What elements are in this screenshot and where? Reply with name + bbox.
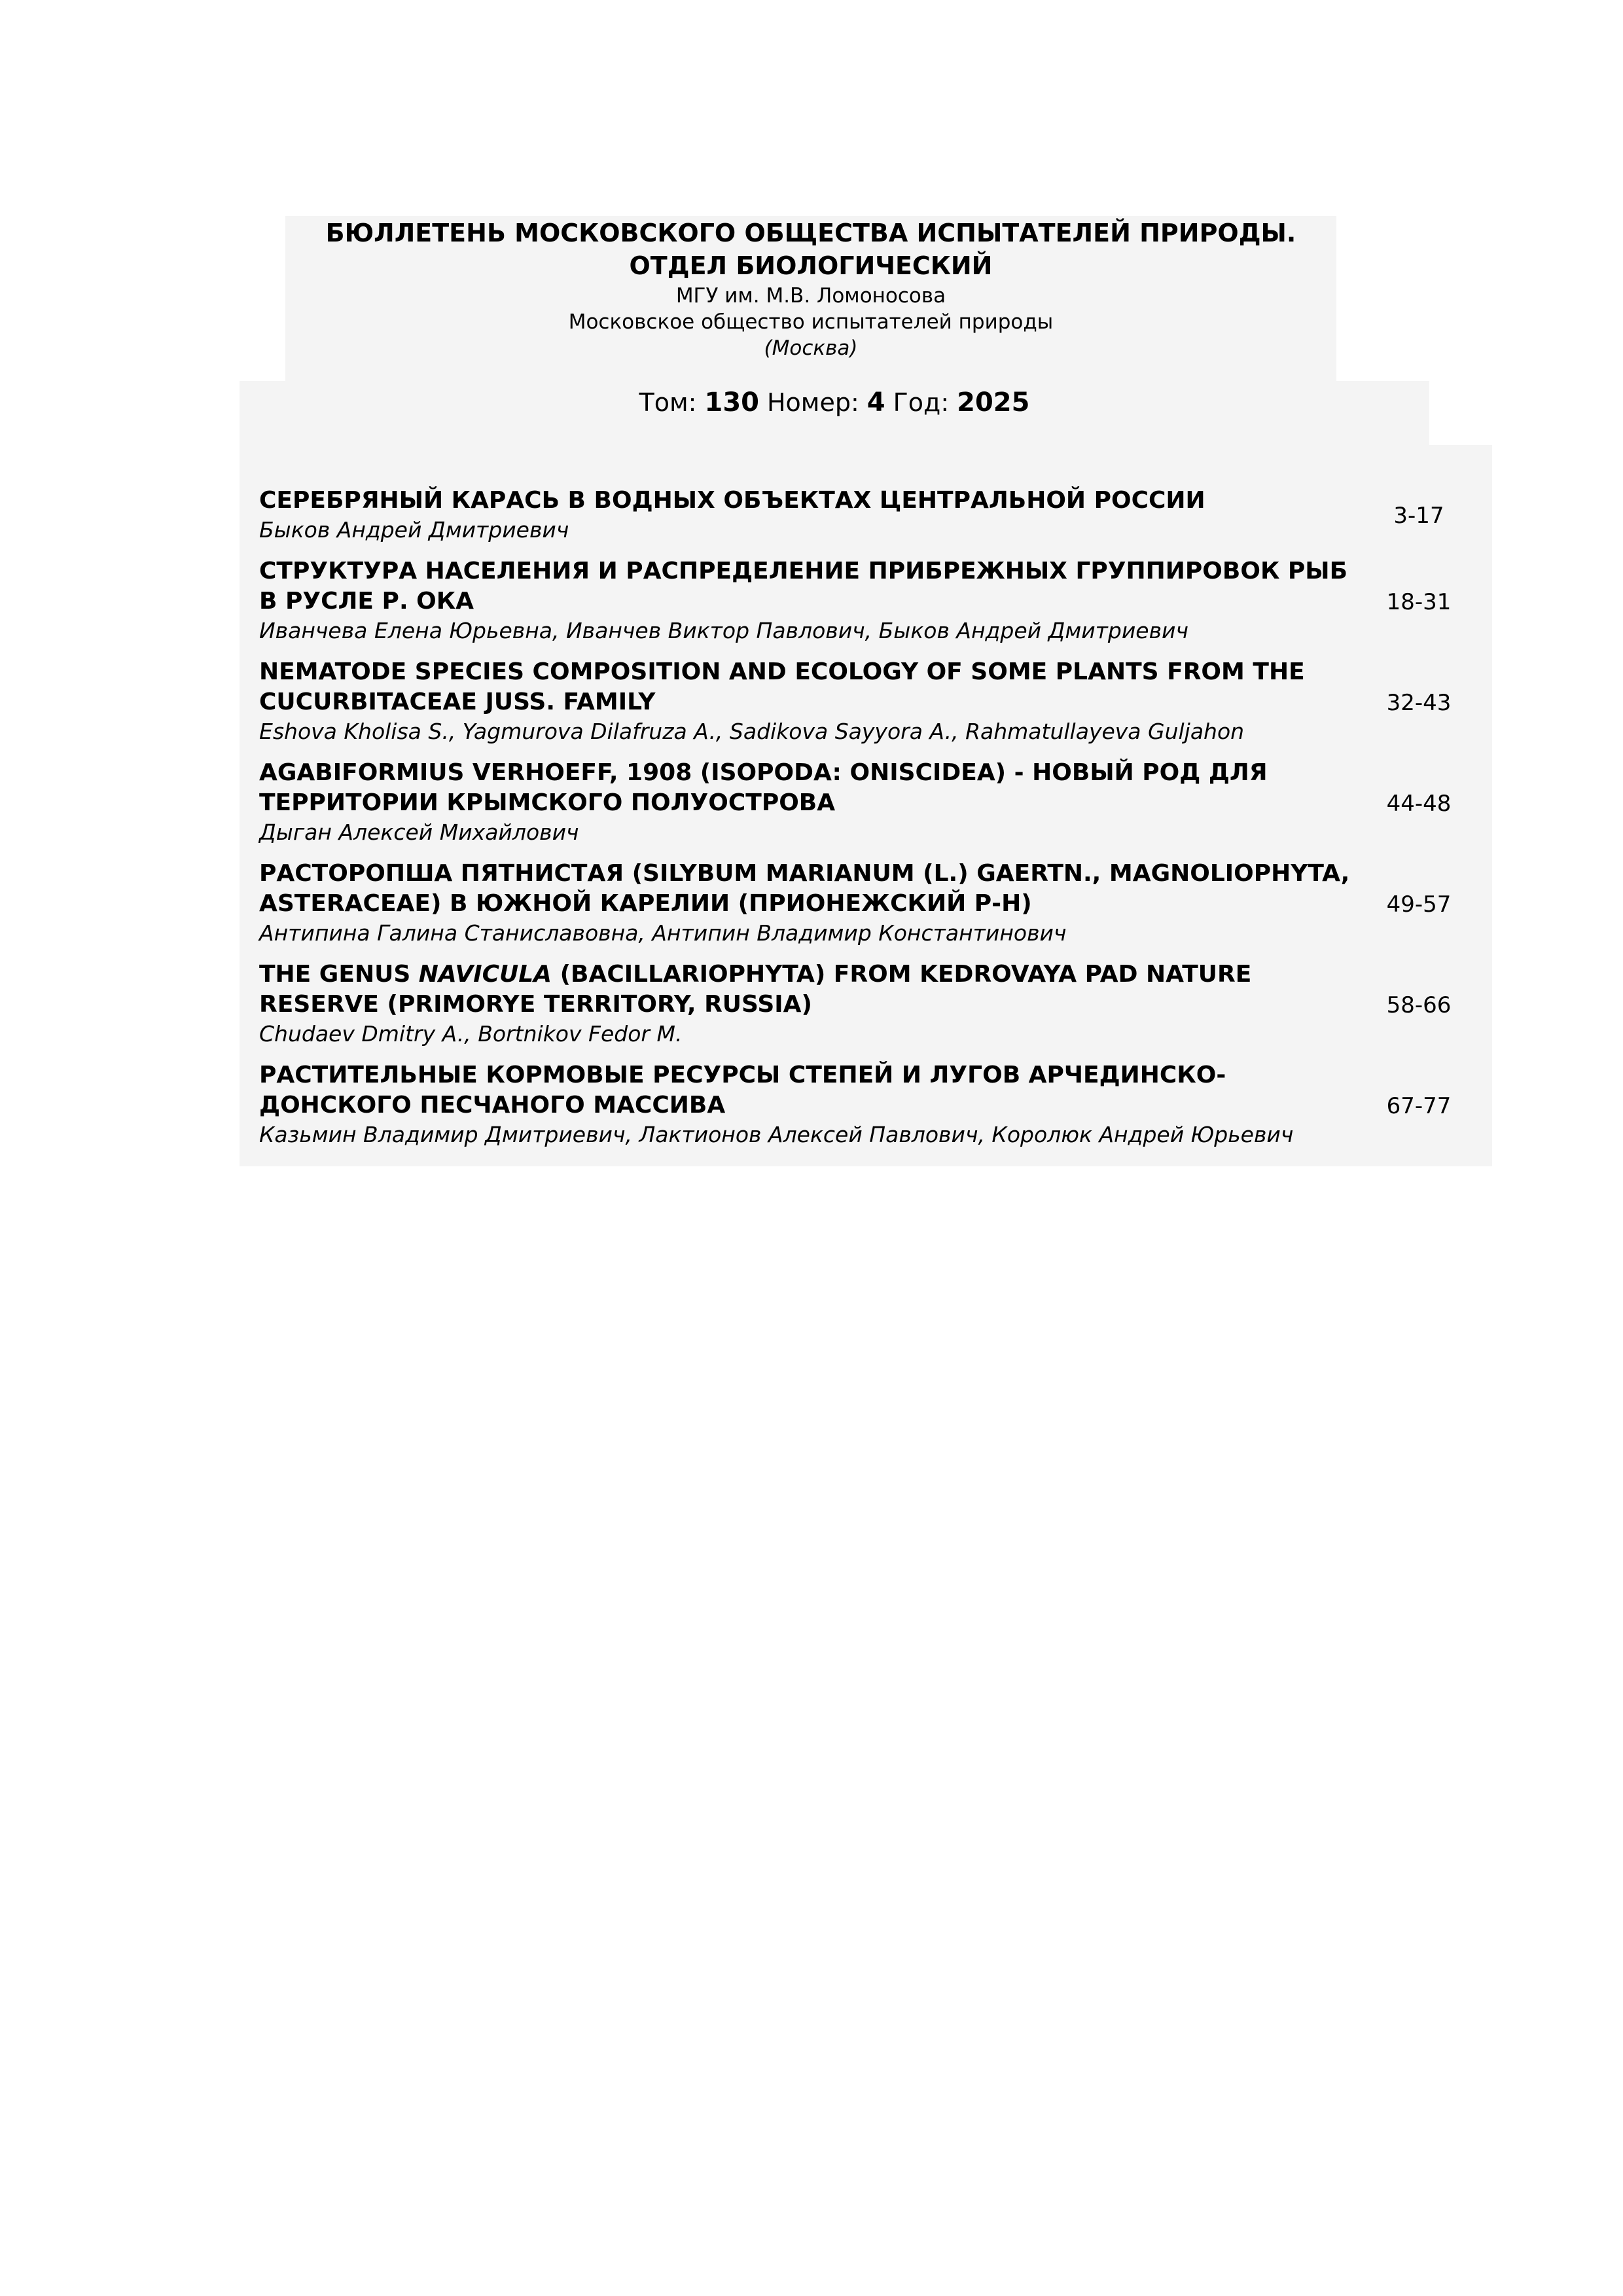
article-pages: 44-48 bbox=[1386, 791, 1452, 817]
article-authors: Быков Андрей Дмитриевич bbox=[259, 517, 569, 543]
article-pages: 32-43 bbox=[1386, 690, 1452, 716]
article-title-end: (BACILLARIOPHYTA) FROM KEDROVAYA PAD NATURE RESERVE (PRIMORYE TERRITORY, RUSSIA) bbox=[259, 961, 1252, 1018]
article-entry[interactable] bbox=[259, 859, 1353, 948]
article-authors: Дыган Алексей Михайлович bbox=[259, 819, 579, 845]
article-pages: 67-77 bbox=[1386, 1093, 1452, 1119]
article-title[interactable]: AGABIFORMIUS VERHOEFF, 1908 (ISOPODA: ONISCIDEA) - НОВЫЙ РОД ДЛЯ ТЕРРИТОРИИ КРЫМСКОГО ПОЛУОСТРОВА bbox=[259, 759, 1268, 816]
number-label: Номер: bbox=[766, 388, 859, 417]
article-authors: Антипина Галина Станиславовна, Антипин Владимир Константинович bbox=[259, 920, 1067, 946]
publisher-city: (Москва) bbox=[764, 336, 858, 360]
article-pages: 18-31 bbox=[1386, 589, 1452, 615]
article-title[interactable] bbox=[259, 960, 1353, 1020]
article-title-genus: NAVICULA bbox=[418, 961, 552, 988]
article-authors: Chudaev Dmitry A., Bortnikov Fedor M. bbox=[259, 1021, 683, 1047]
publisher-university: МГУ им. М.В. Ломоносова bbox=[675, 284, 946, 308]
article-authors: Иванчева Елена Юрьевна, Иванчев Виктор Павлович, Быков Андрей Дмитриевич bbox=[259, 618, 1188, 643]
article-title-start: THE GENUS bbox=[259, 961, 419, 988]
journal-title: БЮЛЛЕТЕНЬ МОСКОВСКОГО ОБЩЕСТВА ИСПЫТАТЕЛЕЙ ПРИРОДЫ. bbox=[325, 219, 1296, 247]
volume-label: Том: bbox=[639, 388, 697, 417]
article-title[interactable]: СЕРЕБРЯНЫЙ КАРАСЬ В ВОДНЫХ ОБЪЕКТАХ ЦЕНТРАЛЬНОЙ РОССИИ bbox=[259, 487, 1205, 514]
year-label: Год: bbox=[893, 388, 950, 417]
volume-value: 130 bbox=[704, 387, 759, 418]
article-authors: Eshova Kholisa S., Yagmurova Dilafruza A., Sadikova Sayyora A., Rahmatullayeva Guljahon bbox=[259, 719, 1245, 744]
article-pages: 3-17 bbox=[1393, 503, 1444, 529]
article-title[interactable]: NEMATODE SPECIES COMPOSITION AND ECOLOGY OF SOME PLANTS FROM THE CUCURBITACEAE JUSS. FAMILY bbox=[259, 658, 1305, 715]
journal-section-title: ОТДЕЛ БИОЛОГИЧЕСКИЙ bbox=[629, 251, 993, 280]
article-title[interactable]: РАСТОРОПША ПЯТНИСТАЯ (SILYBUM MARIANUM (L.) GAERTN., MAGNOLIOPHYTA, ASTERACEAE) В ЮЖНОЙ КАРЕЛИИ (ПРИОНЕЖСКИЙ Р-Н) bbox=[259, 860, 1350, 917]
article-pages: 49-57 bbox=[1386, 891, 1452, 918]
article-pages: 58-66 bbox=[1386, 992, 1452, 1018]
publisher-society: Московское общество испытателей природы bbox=[568, 310, 1054, 334]
article-entry[interactable] bbox=[259, 758, 1353, 847]
article-entry[interactable] bbox=[259, 657, 1353, 746]
article-title[interactable]: СТРУКТУРА НАСЕЛЕНИЯ И РАСПРЕДЕЛЕНИЕ ПРИБРЕЖНЫХ ГРУППИРОВОК РЫБ В РУСЛЕ Р. ОКА bbox=[259, 558, 1348, 615]
number-value: 4 bbox=[866, 387, 885, 418]
issue-info bbox=[240, 386, 1429, 419]
year-value: 2025 bbox=[957, 387, 1030, 418]
article-title[interactable]: РАСТИТЕЛЬНЫЕ КОРМОВЫЕ РЕСУРСЫ СТЕПЕЙ И ЛУГОВ АРЧЕДИНСКО-ДОНСКОГО ПЕСЧАНОГО МАССИВА bbox=[259, 1062, 1226, 1119]
article-entry[interactable] bbox=[259, 960, 1353, 1049]
article-entry[interactable] bbox=[259, 556, 1353, 645]
article-entry[interactable] bbox=[259, 486, 1353, 545]
article-entry[interactable] bbox=[259, 1060, 1353, 1149]
article-authors: Казьмин Владимир Дмитриевич, Лактионов Алексей Павлович, Королюк Андрей Юрьевич bbox=[259, 1122, 1294, 1147]
